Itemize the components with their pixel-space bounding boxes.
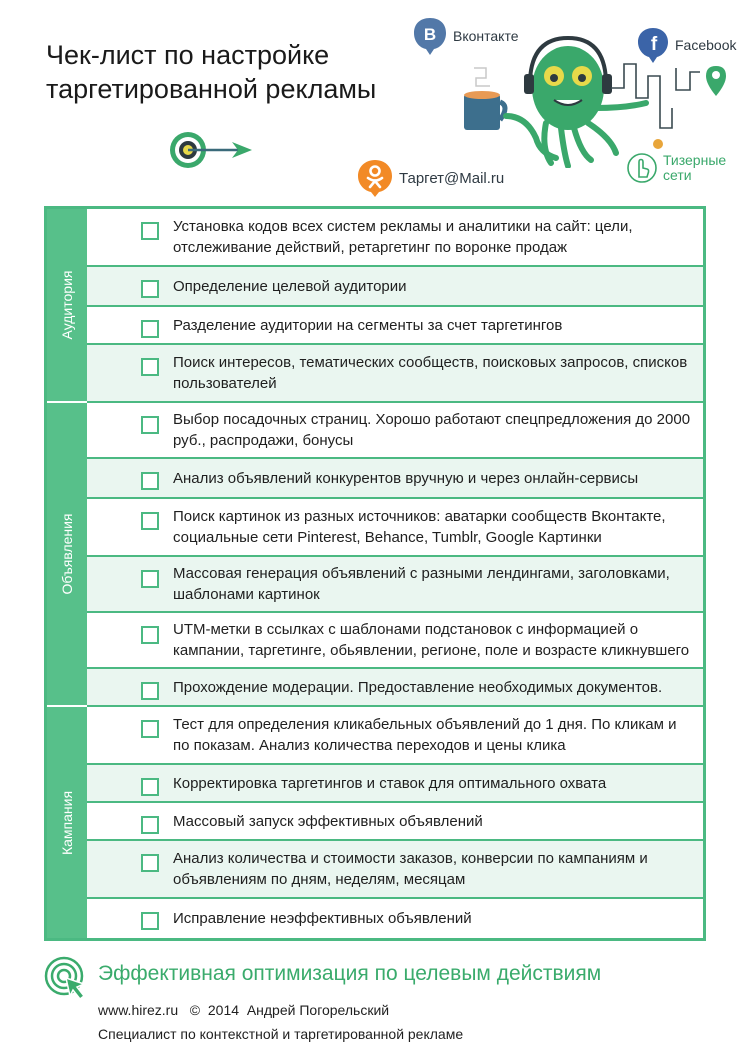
checklist-item-text: Установка кодов всех систем рекламы и аналитики на сайт: цели, отслеживание действий, ретаргетинг по воронке продаж [173, 218, 633, 256]
teaser-label-line-2: сети [663, 167, 692, 183]
section-audience [47, 209, 703, 403]
checkbox[interactable] [141, 512, 159, 530]
checklist-item-text: Анализ объявлений конкурентов вручную и через онлайн-сервисы [173, 469, 639, 487]
checkbox[interactable] [141, 222, 159, 240]
checkbox[interactable] [141, 778, 159, 796]
checklist-item-text: Прохождение модерации. Предоставление необходимых документов. [173, 678, 663, 696]
coffee-mug-icon [464, 94, 500, 130]
checklist-item [87, 459, 703, 499]
section-label-campaign [47, 707, 87, 938]
section-title: Аудитория [59, 270, 75, 340]
octopus-arm [544, 123, 551, 163]
checklist-item-text: Поиск картинок из разных источников: аватарки сообществ Вконтакте, социальные сети Pinterest, Behance, Tumblr, Google Картинки [173, 508, 666, 546]
checkbox[interactable] [141, 626, 159, 644]
checklist-item [87, 669, 703, 707]
checklist-item-text: Массовый запуск эффективных объявлений [173, 812, 483, 830]
section-label-ads [47, 403, 87, 707]
checklist-item-text: Корректировка таргетингов и ставок для оптимального охвата [173, 774, 607, 792]
checkbox[interactable] [141, 320, 159, 338]
checklist-table [44, 206, 706, 941]
cable-line [611, 64, 672, 128]
octopus-illustration [446, 28, 736, 168]
svg-text:f: f [650, 34, 658, 55]
checklist-item-text: Массовая генерация объявлений с разными лендингами, заголовками, шаблонами картинок [173, 565, 670, 603]
checklist-item-text: Выбор посадочных страниц. Хорошо работают спецпредложения до 2000 руб., распродажи, бонусы [173, 411, 691, 449]
svg-text:В: В [423, 25, 437, 44]
checkbox[interactable] [141, 682, 159, 700]
checkbox[interactable] [141, 416, 159, 434]
location-pin-icon [706, 66, 726, 96]
section-label-audience [47, 209, 87, 403]
checkbox[interactable] [141, 280, 159, 298]
footer-tagline: Эффективная оптимизация по целевым действиям [98, 962, 602, 985]
checklist-item [87, 209, 703, 267]
target-cursor-icon [44, 956, 90, 1002]
checkbox[interactable] [141, 358, 159, 376]
checkbox[interactable] [141, 912, 159, 930]
page-title [46, 38, 406, 106]
checklist-item [87, 803, 703, 841]
checklist-item-text: Поиск интересов, тематических сообществ, поисковых запросов, списков пользователей [173, 354, 688, 392]
title-line-2: таргетированной рекламы [46, 74, 377, 104]
octopus-arm [588, 123, 616, 153]
checklist-item-text: Анализ количества и стоимости заказов, конверсии по кампаниям и объявлениям по дням, неделям, месяцам [173, 850, 648, 888]
octopus-arm [561, 128, 568, 166]
checklist-item [87, 307, 703, 345]
checklist-item [87, 765, 703, 803]
checklist-item-text: Исправление неэффективных объявлений [173, 910, 472, 927]
checklist-item [87, 403, 703, 459]
section-title: Кампания [59, 790, 75, 855]
checklist-item [87, 707, 703, 765]
checkbox[interactable] [141, 854, 159, 872]
checklist-item [87, 267, 703, 307]
footer-credit: www.hirez.ru © 2014 Андрей Погорельский [98, 1002, 390, 1018]
section-title: Объявления [59, 513, 75, 595]
checkbox[interactable] [141, 570, 159, 588]
gear-icon [653, 139, 663, 149]
checklist-item-text: Определение целевой аудитории [173, 277, 407, 295]
octopus-head [532, 46, 604, 130]
facebook-label: Facebook [675, 37, 737, 53]
footer-subtitle: Специалист по контекстной и таргетированной рекламе [98, 1026, 464, 1042]
checklist-item [87, 613, 703, 669]
steam-line [474, 68, 490, 86]
checklist-item-text: Тест для определения кликабельных объявлений до 1 дня. По кликам и по показам. Анализ количества переходов и цены клика [173, 716, 677, 754]
octopus-arm [574, 128, 591, 160]
section-campaign [47, 707, 703, 938]
checklist-item-text: UTM-метки в ссылках с шаблонами подстановок с информацией о кампании, таргетинге, обьявлении, регионе, поле и возрасте кликнувшего [173, 621, 690, 659]
odnoklassniki-icon [356, 158, 394, 198]
octopus-arm [596, 103, 646, 108]
vk-icon [412, 16, 448, 56]
checklist-item [87, 345, 703, 403]
title-line-1: Чек-лист по настройке [46, 40, 330, 70]
target-illustration [168, 130, 256, 170]
checklist-item [87, 841, 703, 899]
vk-label: Вконтакте [453, 28, 519, 44]
checkbox[interactable] [141, 720, 159, 738]
checkbox[interactable] [141, 472, 159, 490]
checklist-item [87, 557, 703, 613]
checkbox[interactable] [141, 816, 159, 834]
mailru-label: Таргет@Mail.ru [399, 169, 505, 187]
checklist-item [87, 499, 703, 557]
section-ads [47, 403, 703, 707]
teaser-label-line-1: Тизерные [663, 152, 727, 168]
checklist-item-text: Разделение аудитории на сегменты за счет таргетингов [173, 316, 563, 334]
cable-line [676, 68, 700, 90]
checklist-item [87, 899, 703, 938]
